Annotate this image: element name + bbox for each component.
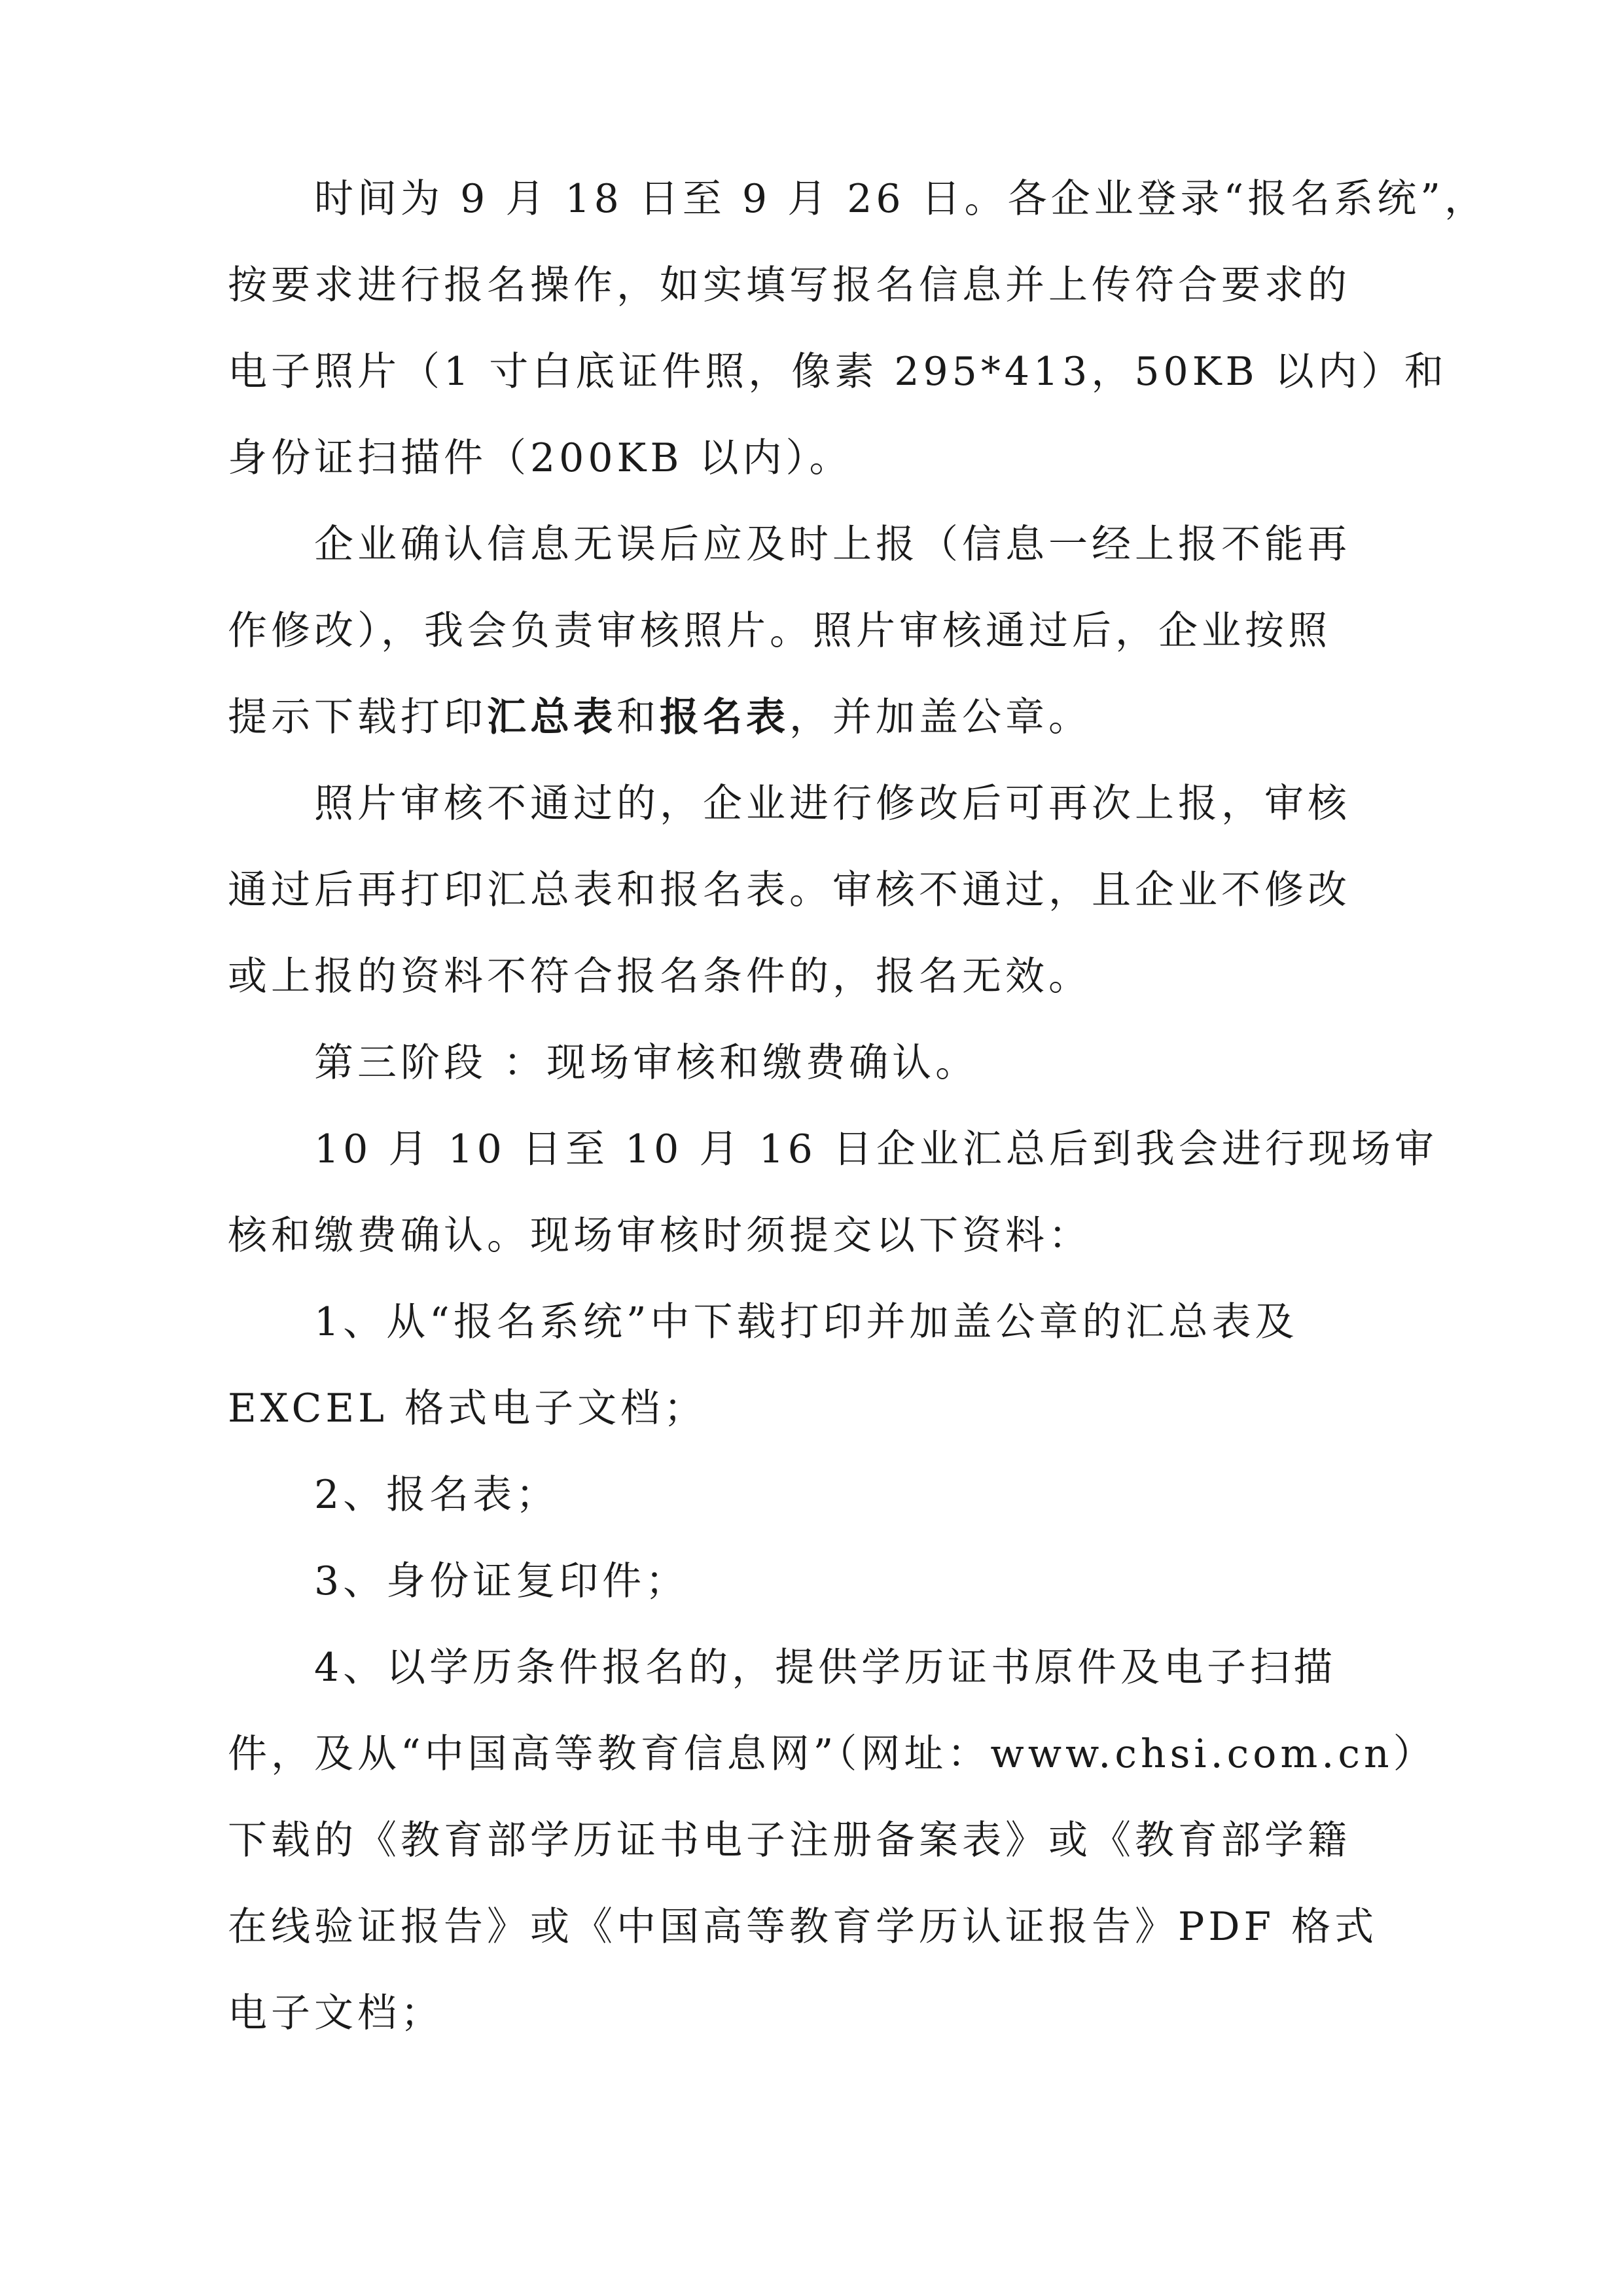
text-fragment: ，并加盖公章。 <box>789 694 1092 740</box>
list-item-4 <box>228 1624 1436 2056</box>
text-line: 第三阶段 ：现场审核和缴费确认。 <box>314 1040 979 1086</box>
registration-form-term: 报名表 <box>660 694 789 740</box>
text-line: 通过后再打印汇总表和报名表。审核不通过，且企业不修改 <box>228 867 1351 913</box>
list-item-3 <box>228 1538 1353 1624</box>
text-line: 3、身份证复印件； <box>314 1558 689 1604</box>
text-line: 或上报的资料不符合报名条件的，报名无效。 <box>228 954 1092 999</box>
text-line: 1、从“报名系统”中下载打印并加盖公章的汇总表及 <box>314 1299 1298 1345</box>
text-line: 照片审核不通过的，企业进行修改后可再次上报，审核 <box>314 781 1351 827</box>
text-line: 身份证扫描件（200KB 以内）。 <box>228 435 853 481</box>
text-line: 企业确认信息无误后应及时上报（信息一经上报不能再 <box>314 522 1351 567</box>
paragraph-review-failed <box>228 761 1353 1020</box>
text-line: 作修改），我会负责审核照片。照片审核通过后，企业按照 <box>228 608 1331 654</box>
text-line: 核和缴费确认。现场审核时须提交以下资料： <box>228 1213 1092 1259</box>
text-line: EXCEL 格式电子文档； <box>228 1386 707 1431</box>
document-page <box>228 156 1488 2056</box>
text-fragment: 和 <box>616 694 660 740</box>
paragraph-confirm-submit <box>228 501 1353 761</box>
paragraph-stage-three-heading <box>228 1020 1353 1106</box>
text-line: 10 月 10 日至 10 月 16 日企业汇总后到我会进行现场审 <box>314 1126 1438 1172</box>
text-line: 2、报名表； <box>314 1472 560 1518</box>
list-item-1 <box>228 1279 1353 1452</box>
text-line: 下载的《教育部学历证书电子注册备案表》或《教育部学籍 <box>228 1818 1351 1863</box>
paragraph-registration-time <box>228 156 1488 501</box>
text-line: 时间为 9 月 18 日至 9 月 26 日。各企业登录“报名系统”， <box>314 176 1488 222</box>
text-line: 件，及从“中国高等教育信息网”（网址：www.chsi.com.cn） <box>228 1731 1436 1777</box>
text-line: 电子照片（1 寸白底证件照，像素 295*413，50KB 以内）和 <box>228 349 1448 395</box>
text-line: 按要求进行报名操作，如实填写报名信息并上传符合要求的 <box>228 262 1351 308</box>
text-line: 4、以学历条件报名的，提供学历证书原件及电子扫描 <box>314 1645 1337 1691</box>
paragraph-onsite-review <box>228 1106 1438 1279</box>
text-line <box>228 674 1353 761</box>
text-line: 在线验证报告》或《中国高等教育学历认证报告》PDF 格式 <box>228 1904 1378 1950</box>
list-item-2 <box>228 1452 1353 1538</box>
text-line: 电子文档； <box>228 1990 444 2036</box>
summary-table-term: 汇总表 <box>487 694 616 740</box>
text-fragment: 提示下载打印 <box>228 694 487 740</box>
